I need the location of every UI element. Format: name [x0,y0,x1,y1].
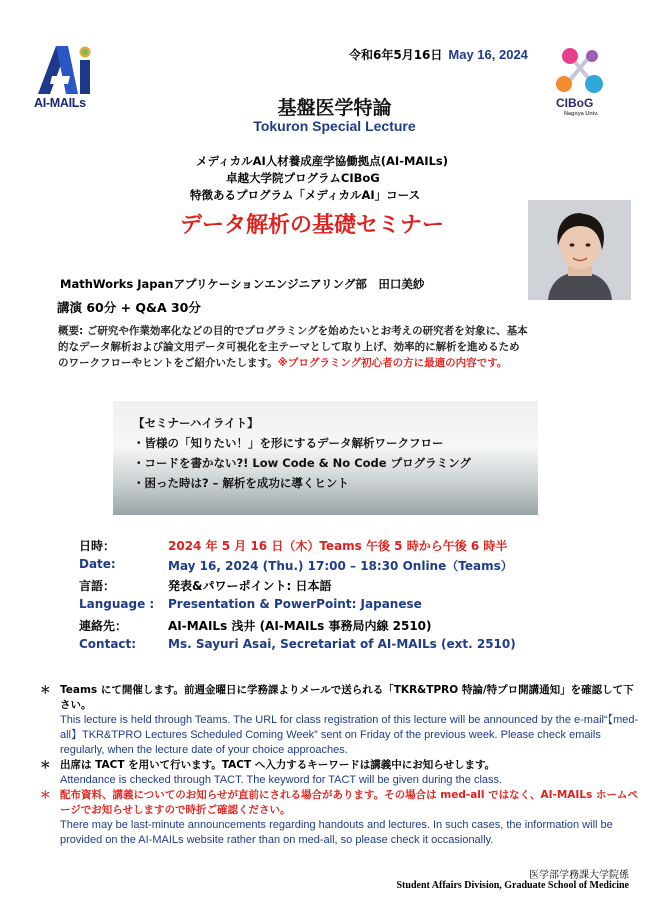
value-language-jp: 発表&パワーポイント: 日本語 [168,579,332,593]
program-line-1: メディカルAI人材養成産学協働拠点(AI-MAILs) [196,154,449,168]
asterisk-icon: ＊ [40,759,51,771]
asterisk-icon: ＊ [40,789,51,801]
seminar-highlights [113,401,538,515]
duration-line: 講演 60分 + Q&A 30分 [57,300,201,315]
summary-body: 概要: ご研究や作業効率化などの目的でプログラミングを始めたいとお考えの研究者を対象に、基本的なデータ解析および論文用データ可視化を主テーマとして取り上げ、効率的に解析を進めるためのワークフローやヒントをご紹介いたします。 [58,325,528,369]
date-en: May 16, 2024 [448,47,528,62]
highlight-item: ・皆様の「知りたい！」を形にするデータ解析ワークフロー [133,436,444,450]
summary-warning: ※プログラミング初心者の方に最適の内容です。 [277,357,508,369]
date-jp: 令和6年5月16日 [349,48,443,62]
label-contact-en: Contact: [79,637,137,651]
program-line-3: 特徴あるプログラム「メディカルAI」コース [190,188,421,202]
label-date-jp: 日時： [79,539,116,553]
note-item [40,758,640,788]
speaker-line: MathWorks Japanアプリケーションエンジニアリング部 田口美紗 [60,277,425,291]
value-contact-en: Ms. Sayuri Asai, Secretariat of AI-MAILs (ext. 2510) [168,637,516,651]
highlight-item: ・困った時は? – 解析を成功に導くヒント [133,476,349,490]
footer-en: Student Affairs Division, Graduate School of Medicine [396,880,629,891]
note-item [40,788,640,848]
value-contact-jp: AI-MAILs 浅井 (AI-MAILs 事務局内線 2510) [168,619,432,633]
highlights-content [133,413,471,493]
cibog-logo-sub: Nagoya Univ. [564,111,599,117]
program-block [190,153,448,204]
highlights-heading: 【セミナーハイライト】 [133,416,259,430]
value-language-en: Presentation & PowerPoint: Japanese [168,597,422,611]
ai-mails-logo-text: AI-MAILs [34,96,86,110]
footer-jp: 医学部学務課大学院係 [529,870,629,881]
page-title-jp: 基盤医学特論 [277,97,392,119]
speaker-photo [528,200,631,300]
speaker-portrait [528,200,631,300]
note-jp: Teams にて開催します。前週金曜日に学務課よりメールで送られる「TKR&TPRO 特論/特プロ開講通知」を確認して下さい。 [60,684,634,711]
ai-mails-logo-mark [34,44,106,96]
seminar-title: データ解析の基礎セミナー [180,213,445,238]
highlight-item: ・コードを書かない?! Low Code & No Code プログラミング [133,456,471,470]
notes-section [40,683,640,848]
cibog-logo-text: CIBoG [556,96,594,110]
note-en: This lecture is held through Teams. The URL for class registration of this lecture will be announced by the e-mail“【med-all】TKR&TPRO Lectures Scheduled Coming Week” sent on Friday of the previous week. Please check emails regularly, when the lecture date of your choice approaches. [60,714,639,756]
value-date-jp: 2024 年 5 月 16 日（木）Teams 午後 5 時から午後 6 時半 [168,539,508,553]
note-jp: 配布資料、講義についてのお知らせが直前にされる場合があります。その場合は med-all ではなく、AI-MAILs ホームページでお知らせしますので時折ご確認ください。 [60,789,638,816]
value-date-en: May 16, 2024 (Thu.) 17:00 – 18:30 Online（Teams） [168,559,513,573]
summary-text [58,323,528,371]
date-line [349,46,528,63]
label-language-jp: 言語： [79,579,116,593]
program-line-2: 卓越大学院プログラムCIBoG [226,171,380,185]
label-language-en: Language : [79,597,155,611]
asterisk-icon: ＊ [40,684,51,696]
note-en: There may be last-minute announcements regarding handouts and lectures. In such cases, the information will be provided on the AI-MAILs website rather than on med-all, so please check it occasionally. [60,819,613,846]
label-date-en: Date: [79,557,116,571]
note-item [40,683,640,758]
note-en: Attendance is checked through TACT. The keyword for TACT will be given during the class. [60,774,503,786]
note-jp: 出席は TACT を用いて行います。TACT へ入力するキーワードは講義中にお知らせします。 [60,759,496,771]
cibog-logo-mark [550,44,614,96]
page-title-en: Tokuron Special Lecture [253,118,416,134]
label-contact-jp: 連絡先： [79,619,128,633]
